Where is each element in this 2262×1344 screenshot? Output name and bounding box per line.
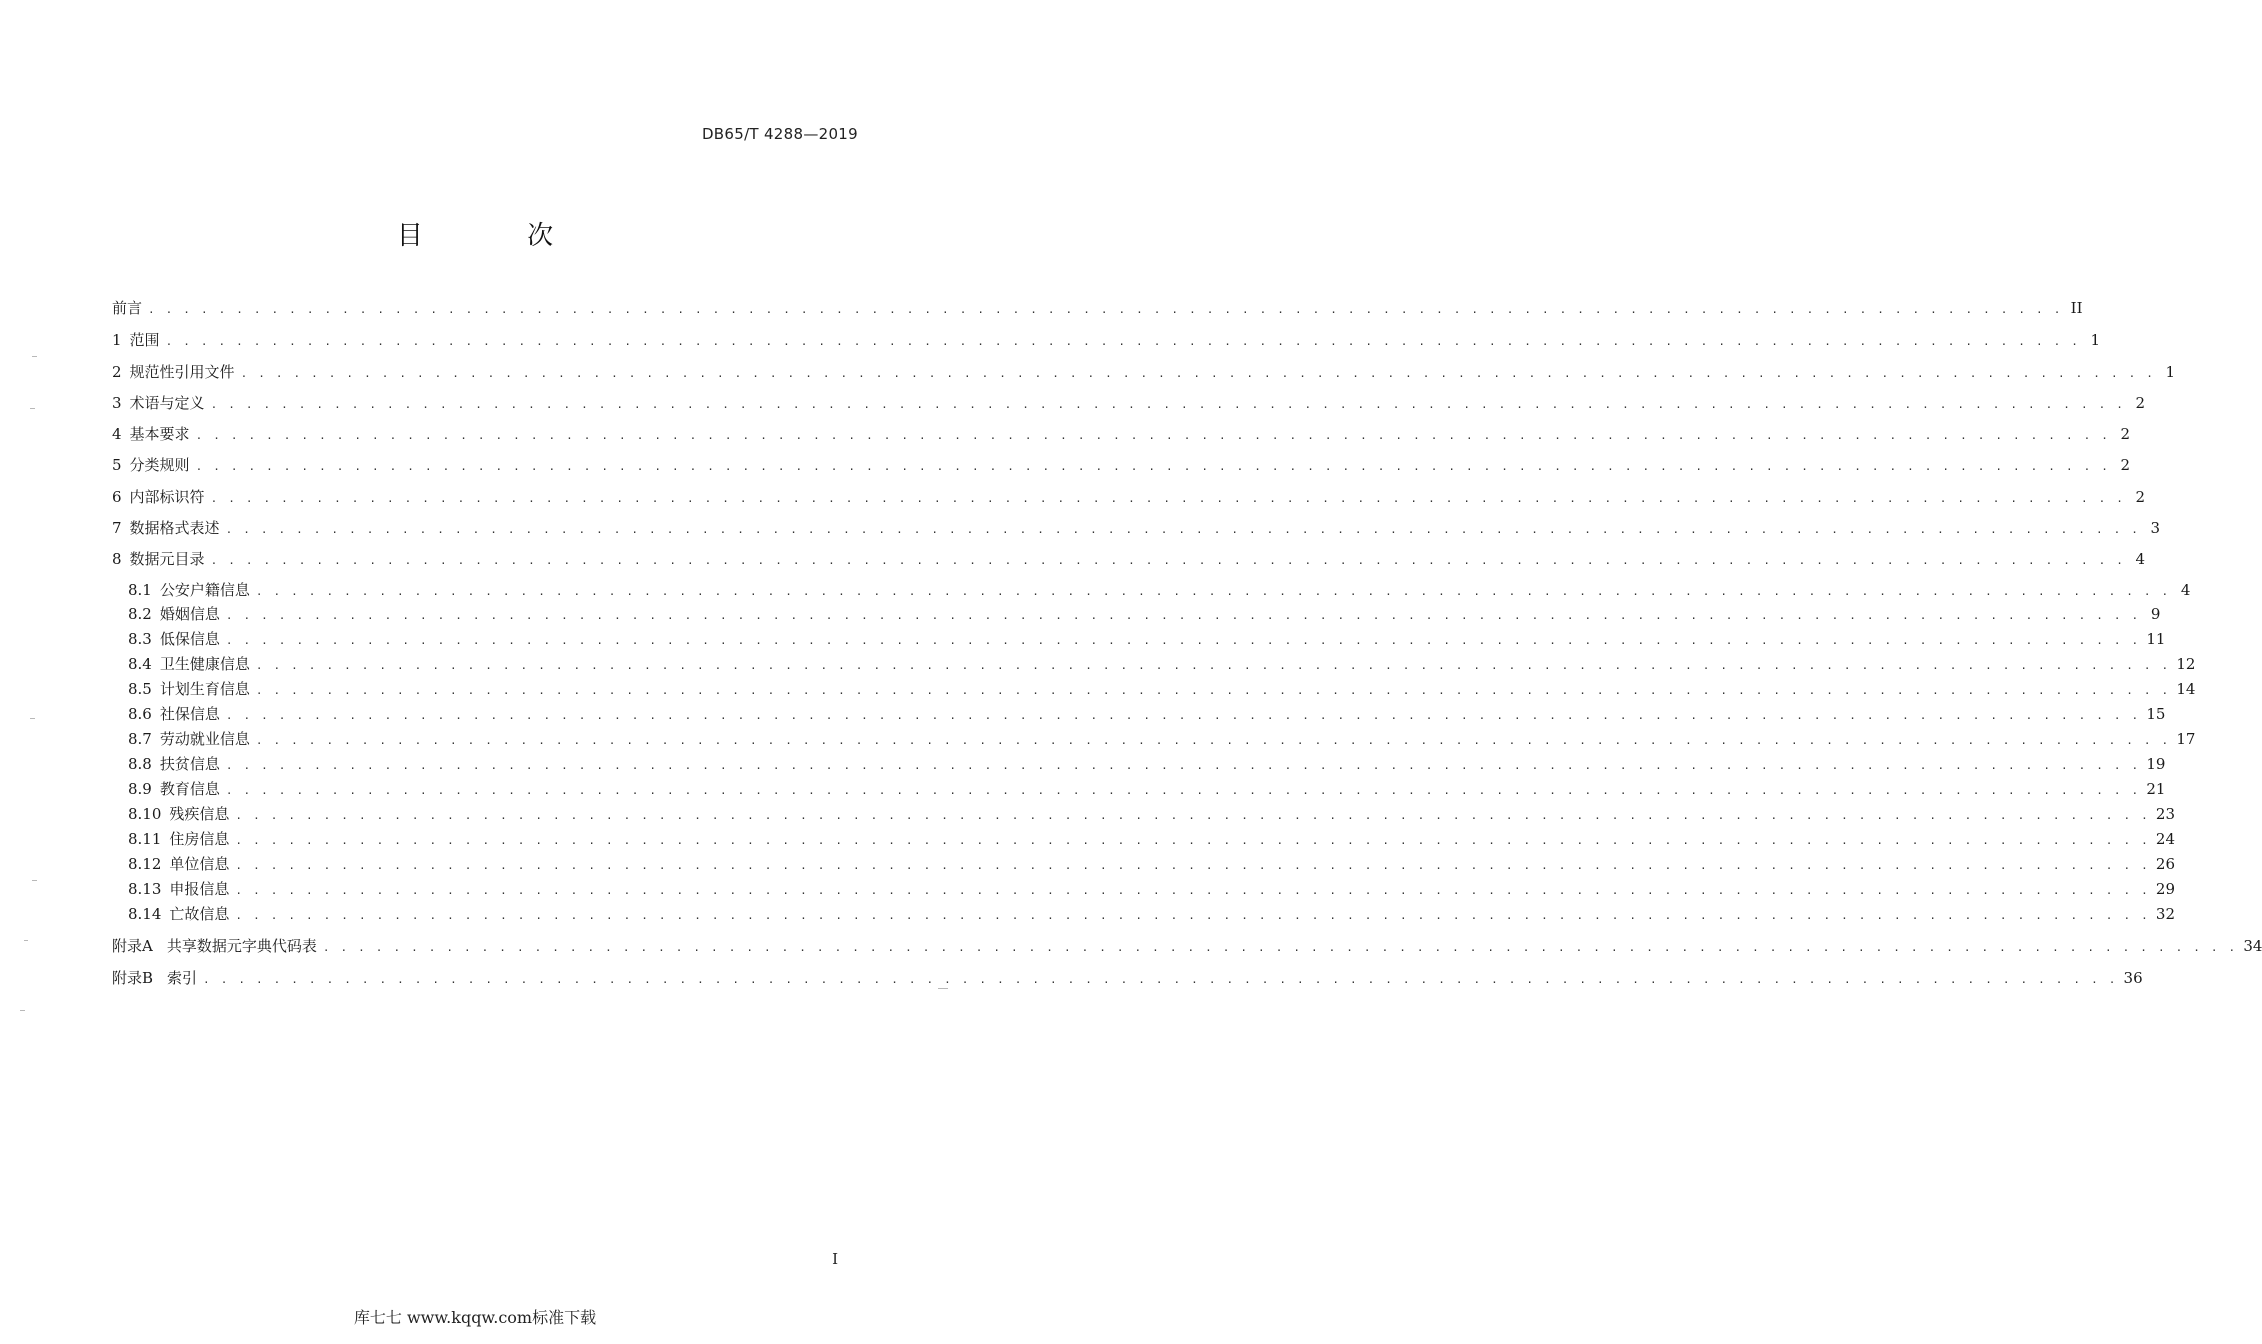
toc-dot-leader: . . . . . . . . . . . . . . . . . . . . . . . . . . . . . . . . . . . . . . . . . . . . . . . . . . . . . . . . . . . . . . . . . . . . . . . . . . . . . . . . . . . . . . . . . . . . . . . . . . . . . . . . . . . . . bbox=[255, 659, 2171, 672]
toc-entry-page: 4 bbox=[2135, 550, 2146, 568]
toc-dot-leader: . . . . . . . . . . . . . . . . . . . . . . . . . . . . . . . . . . . . . . . . . . . . . . . . . . . . . . . . . . . . . . . . . . . . . . . . . . . . . . . . . . . . . . . . . . . . . . . . . . . . . . . . . . . . . bbox=[165, 335, 2081, 348]
toc-entry-label: 住房信息 bbox=[169, 830, 230, 848]
toc-entry-number: 5 bbox=[112, 456, 122, 474]
toc-entry-number: 8.10 bbox=[128, 805, 162, 823]
toc-entry[interactable] bbox=[112, 487, 2146, 507]
toc-dot-leader: . . . . . . . . . . . . . . . . . . . . . . . . . . . . . . . . . . . . . . . . . . . . . . . . . . . . . . . . . . . . . . . . . . . . . . . . . . . . . . . . . . . . . . . . . . . . . . . . . . . . . . . . . . . . . bbox=[240, 367, 2156, 380]
toc-entry-number: 8.9 bbox=[128, 780, 152, 798]
toc-entry-label: 申报信息 bbox=[169, 880, 230, 898]
toc-dot-leader: . . . . . . . . . . . . . . . . . . . . . . . . . . . . . . . . . . . . . . . . . . . . . . . . . . . . . . . . . . . . . . . . . . . . . . . . . . . . . . . . . . . . . . . . . . . . . . . . . . . . . . . . . . . . . bbox=[210, 554, 2126, 567]
toc-entry-page: 21 bbox=[2146, 780, 2166, 798]
toc-entry-page: 14 bbox=[2176, 680, 2196, 698]
toc-entry[interactable] bbox=[112, 549, 2146, 569]
toc-entry-page: 17 bbox=[2176, 730, 2196, 748]
toc-entry-page: 2 bbox=[2120, 425, 2131, 443]
toc-entry-page: 32 bbox=[2155, 905, 2176, 923]
toc-entry-label: 公安户籍信息 bbox=[159, 581, 250, 599]
toc-entry-number: 7 bbox=[112, 519, 122, 537]
toc-entry-label: 内部标识符 bbox=[129, 488, 205, 506]
scan-mark bbox=[20, 1010, 25, 1011]
toc-entry-number: 8.13 bbox=[128, 880, 162, 898]
toc-dot-leader: . . . . . . . . . . . . . . . . . . . . . . . . . . . . . . . . . . . . . . . . . . . . . . . . . . . . . . . . . . . . . . . . . . . . . . . . . . . . . . . . . . . . . . . . . . . . . . . . . . . . . . . . . . . . . bbox=[235, 809, 2150, 822]
toc-entry-number: 8.3 bbox=[128, 630, 152, 648]
toc-entry[interactable] bbox=[128, 604, 2161, 624]
toc-entry-page: 19 bbox=[2146, 755, 2166, 773]
toc-dot-leader: . . . . . . . . . . . . . . . . . . . . . . . . . . . . . . . . . . . . . . . . . . . . . . . . . . . . . . . . . . . . . . . . . . . . . . . . . . . . . . . . . . . . . . . . . . . . . . . . . . . . . . . . . . . . . bbox=[210, 398, 2126, 411]
toc-entry[interactable] bbox=[112, 330, 2101, 350]
toc-entry-number: 8.7 bbox=[128, 730, 152, 748]
toc-entry[interactable] bbox=[128, 779, 2166, 799]
toc-dot-leader: . . . . . . . . . . . . . . . . . . . . . . . . . . . . . . . . . . . . . . . . . . . . . . . . . . . . . . . . . . . . . . . . . . . . . . . . . . . . . . . . . . . . . . . . . . . . . . . . . . . . . . . . . . . . . bbox=[225, 759, 2141, 772]
toc-entry[interactable] bbox=[128, 704, 2166, 724]
toc-entry[interactable] bbox=[128, 854, 2176, 874]
toc-dot-leader: . . . . . . . . . . . . . . . . . . . . . . . . . . . . . . . . . . . . . . . . . . . . . . . . . . . . . . . . . . . . . . . . . . . . . . . . . . . . . . . . . . . . . . . . . . . . . . . . . . . . . . . . . . . . . bbox=[235, 834, 2150, 847]
toc-entry[interactable] bbox=[128, 879, 2176, 899]
toc-entry-label: 规范性引用文件 bbox=[129, 363, 235, 381]
toc-entry-label: 计划生育信息 bbox=[159, 680, 250, 698]
toc-entry-number: 3 bbox=[112, 394, 122, 412]
toc-entry-page: 9 bbox=[2150, 605, 2161, 623]
toc-entry-label: 婚姻信息 bbox=[159, 605, 220, 623]
toc-entry-label: 数据元目录 bbox=[129, 550, 205, 568]
toc-entry[interactable] bbox=[128, 729, 2196, 749]
scan-mark bbox=[24, 940, 28, 941]
toc-dot-leader: . . . . . . . . . . . . . . . . . . . . . . . . . . . . . . . . . . . . . . . . . . . . . . . . . . . . . . . . . . . . . . . . . . . . . . . . . . . . . . . . . . . . . . . . . . . . . . . . . . . . . . . . . . . . . bbox=[195, 460, 2111, 473]
toc-entry-label: 索引 bbox=[167, 969, 198, 987]
toc-entry-number: 8.5 bbox=[128, 680, 152, 698]
toc-entry[interactable] bbox=[112, 362, 2176, 382]
scan-mark bbox=[30, 718, 35, 719]
toc-entry-number: 8.2 bbox=[128, 605, 152, 623]
toc-entry-page: 36 bbox=[2123, 969, 2143, 987]
toc-entry[interactable] bbox=[128, 679, 2196, 699]
toc-entry-number: 8.8 bbox=[128, 755, 152, 773]
toc-entry[interactable] bbox=[112, 455, 2131, 475]
toc-entry-number: 附录B bbox=[112, 969, 154, 987]
toc-entry-number: 1 bbox=[112, 331, 122, 349]
toc-dot-leader: . . . . . . . . . . . . . . . . . . . . . . . . . . . . . . . . . . . . . . . . . . . . . . . . . . . . . . . . . . . . . . . . . . . . . . . . . . . . . . . . . . . . . . . . . . . . . . . . . . . . . . . . . . . . . bbox=[235, 859, 2150, 872]
toc-entry[interactable] bbox=[112, 518, 2161, 538]
toc-entry-number: 4 bbox=[112, 425, 122, 443]
toc-entry[interactable] bbox=[112, 936, 2262, 956]
toc-entry[interactable] bbox=[112, 968, 2143, 988]
toc-entry-page: 2 bbox=[2120, 456, 2131, 474]
toc-entry-page: 23 bbox=[2155, 805, 2176, 823]
toc-dot-leader: . . . . . . . . . . . . . . . . . . . . . . . . . . . . . . . . . . . . . . . . . . . . . . . . . . . . . . . . . . . . . . . . . . . . . . . . . . . . . . . . . . . . . . . . . . . . . . . . . . . . . . . . . . . . . bbox=[255, 684, 2171, 697]
toc-entry-label: 前言 bbox=[112, 299, 143, 317]
toc-entry[interactable] bbox=[112, 424, 2131, 444]
toc-entry-page: 12 bbox=[2176, 655, 2196, 673]
page-number: I bbox=[832, 1250, 838, 1268]
standard-code: DB65/T 4288—2019 bbox=[701, 125, 858, 143]
toc-entry-label: 亡故信息 bbox=[169, 905, 230, 923]
toc-entry-page: 3 bbox=[2150, 519, 2161, 537]
toc-dot-leader: . . . . . . . . . . . . . . . . . . . . . . . . . . . . . . . . . . . . . . . . . . . . . . . . . . . . . . . . . . . . . . . . . . . . . . . . . . . . . . . . . . . . . . . . . . . . . . . . . . . . . . . . . . . . . bbox=[225, 634, 2141, 647]
toc-entry[interactable] bbox=[128, 804, 2176, 824]
toc-entry-number: 8.1 bbox=[128, 581, 152, 599]
toc-entry-number: 附录A bbox=[112, 937, 153, 955]
toc-entry[interactable] bbox=[128, 904, 2176, 924]
toc-entry-number: 8.11 bbox=[128, 830, 162, 848]
toc-entry[interactable] bbox=[128, 654, 2196, 674]
scan-mark bbox=[32, 356, 37, 357]
toc-entry-page: 29 bbox=[2155, 880, 2176, 898]
toc-entry-label: 扶贫信息 bbox=[159, 755, 220, 773]
watermark-text: 库七七 www.kqqw.com标准下载 bbox=[353, 1308, 597, 1327]
toc-entry-label: 分类规则 bbox=[129, 456, 190, 474]
toc-entry-page: 4 bbox=[2180, 581, 2191, 599]
toc-entry-label: 范围 bbox=[129, 331, 160, 349]
toc-entry-label: 数据格式表述 bbox=[129, 519, 220, 537]
toc-entry-number: 8.12 bbox=[128, 855, 162, 873]
toc-dot-leader: . . . . . . . . . . . . . . . . . . . . . . . . . . . . . . . . . . . . . . . . . . . . . . . . . . . . . . . . . . . . . . . . . . . . . . . . . . . . . . . . . . . . . . . . . . . . . . . . . . . . . . . . . . . . . bbox=[322, 941, 2238, 954]
toc-dot-leader: . . . . . . . . . . . . . . . . . . . . . . . . . . . . . . . . . . . . . . . . . . . . . . . . . . . . . . . . . . . . . . . . . . . . . . . . . . . . . . . . . . . . . . . . . . . . . . . . . . . . . . . . . . . . . bbox=[195, 429, 2111, 442]
toc-entry-label: 社保信息 bbox=[159, 705, 220, 723]
scan-mark bbox=[30, 408, 35, 409]
page-title: 目 次 bbox=[396, 221, 602, 251]
toc-dot-leader: . . . . . . . . . . . . . . . . . . . . . . . . . . . . . . . . . . . . . . . . . . . . . . . . . . . . . . . . . . . . . . . . . . . . . . . . . . . . . . . . . . . . . . . . . . . . . . . . . . . . . . . . . . . . . bbox=[225, 523, 2141, 536]
toc-entry-page: 1 bbox=[2165, 363, 2176, 381]
toc-entry-page: 2 bbox=[2135, 488, 2146, 506]
toc-dot-leader: . . . . . . . . . . . . . . . . . . . . . . . . . . . . . . . . . . . . . . . . . . . . . . . . . . . . . . . . . . . . . . . . . . . . . . . . . . . . . . . . . . . . . . . . . . . . . . . . . . . . . . . . . . . . . bbox=[148, 303, 2063, 316]
toc-entry-number: 8 bbox=[112, 550, 122, 568]
toc-entry-page: 34 bbox=[2243, 937, 2262, 955]
scan-mark bbox=[938, 988, 948, 989]
toc-entry-page: 1 bbox=[2090, 331, 2101, 349]
toc-entry-number: 8.4 bbox=[128, 655, 152, 673]
toc-entry-label: 教育信息 bbox=[159, 780, 220, 798]
toc-entry-label: 低保信息 bbox=[159, 630, 220, 648]
toc-entry-label: 残疾信息 bbox=[169, 805, 230, 823]
toc-entry[interactable] bbox=[112, 393, 2146, 413]
toc-entry-label: 基本要求 bbox=[129, 425, 190, 443]
toc-entry-page: 26 bbox=[2155, 855, 2176, 873]
toc-entry-page: 2 bbox=[2135, 394, 2146, 412]
scan-mark bbox=[32, 880, 37, 881]
toc-entry-number: 8.14 bbox=[128, 905, 162, 923]
toc-entry[interactable] bbox=[128, 580, 2191, 600]
toc-entry-label: 卫生健康信息 bbox=[159, 655, 250, 673]
toc-entry[interactable] bbox=[128, 829, 2176, 849]
toc-entry[interactable] bbox=[128, 754, 2166, 774]
toc-entry-label: 共享数据元字典代码表 bbox=[166, 937, 317, 955]
toc-entry[interactable] bbox=[112, 298, 2083, 318]
toc-entry-label: 劳动就业信息 bbox=[159, 730, 250, 748]
toc-dot-leader: . . . . . . . . . . . . . . . . . . . . . . . . . . . . . . . . . . . . . . . . . . . . . . . . . . . . . . . . . . . . . . . . . . . . . . . . . . . . . . . . . . . . . . . . . . . . . . . . . . . . . . . . . . . . . bbox=[235, 884, 2150, 897]
toc-entry-page: 24 bbox=[2155, 830, 2176, 848]
toc-dot-leader: . . . . . . . . . . . . . . . . . . . . . . . . . . . . . . . . . . . . . . . . . . . . . . . . . . . . . . . . . . . . . . . . . . . . . . . . . . . . . . . . . . . . . . . . . . . . . . . . . . . . . . . . . . . . . bbox=[225, 609, 2141, 622]
toc-dot-leader: . . . . . . . . . . . . . . . . . . . . . . . . . . . . . . . . . . . . . . . . . . . . . . . . . . . . . . . . . . . . . . . . . . . . . . . . . . . . . . . . . . . . . . . . . . . . . . . . . . . . . . . . . . . . . bbox=[255, 585, 2171, 598]
toc-entry[interactable] bbox=[128, 629, 2166, 649]
toc-dot-leader: . . . . . . . . . . . . . . . . . . . . . . . . . . . . . . . . . . . . . . . . . . . . . . . . . . . . . . . . . . . . . . . . . . . . . . . . . . . . . . . . . . . . . . . . . . . . . . . . . . . . . . . . . . . . . bbox=[255, 734, 2171, 747]
toc-entry-page: 15 bbox=[2146, 705, 2166, 723]
toc-entry-number: 2 bbox=[112, 363, 122, 381]
toc-dot-leader: . . . . . . . . . . . . . . . . . . . . . . . . . . . . . . . . . . . . . . . . . . . . . . . . . . . . . . . . . . . . . . . . . . . . . . . . . . . . . . . . . . . . . . . . . . . . . . . . . . . . . . . . . . . . . bbox=[210, 492, 2126, 505]
toc-dot-leader: . . . . . . . . . . . . . . . . . . . . . . . . . . . . . . . . . . . . . . . . . . . . . . . . . . . . . . . . . . . . . . . . . . . . . . . . . . . . . . . . . . . . . . . . . . . . . . . . . . . . . . . . . . . . . bbox=[235, 909, 2150, 922]
toc-dot-leader: . . . . . . . . . . . . . . . . . . . . . . . . . . . . . . . . . . . . . . . . . . . . . . . . . . . . . . . . . . . . . . . . . . . . . . . . . . . . . . . . . . . . . . . . . . . . . . . . . . . . . . . . . . . . . bbox=[225, 784, 2141, 797]
toc-entry-page: 11 bbox=[2146, 630, 2166, 648]
toc-dot-leader: . . . . . . . . . . . . . . . . . . . . . . . . . . . . . . . . . . . . . . . . . . . . . . . . . . . . . . . . . . . . . . . . . . . . . . . . . . . . . . . . . . . . . . . . . . . . . . . . . . . . . . . . . . . . . bbox=[225, 709, 2141, 722]
toc-entry-label: 术语与定义 bbox=[129, 394, 205, 412]
toc-entry-label: 单位信息 bbox=[169, 855, 230, 873]
toc-dot-leader: . . . . . . . . . . . . . . . . . . . . . . . . . . . . . . . . . . . . . . . . . . . . . . . . . . . . . . . . . . . . . . . . . . . . . . . . . . . . . . . . . . . . . . . . . . . . . . . . . . . . . . . . . . . . . bbox=[203, 973, 2118, 986]
toc-entry-number: 6 bbox=[112, 488, 122, 506]
toc-entry-page: II bbox=[2070, 299, 2083, 317]
toc-entry-number: 8.6 bbox=[128, 705, 152, 723]
